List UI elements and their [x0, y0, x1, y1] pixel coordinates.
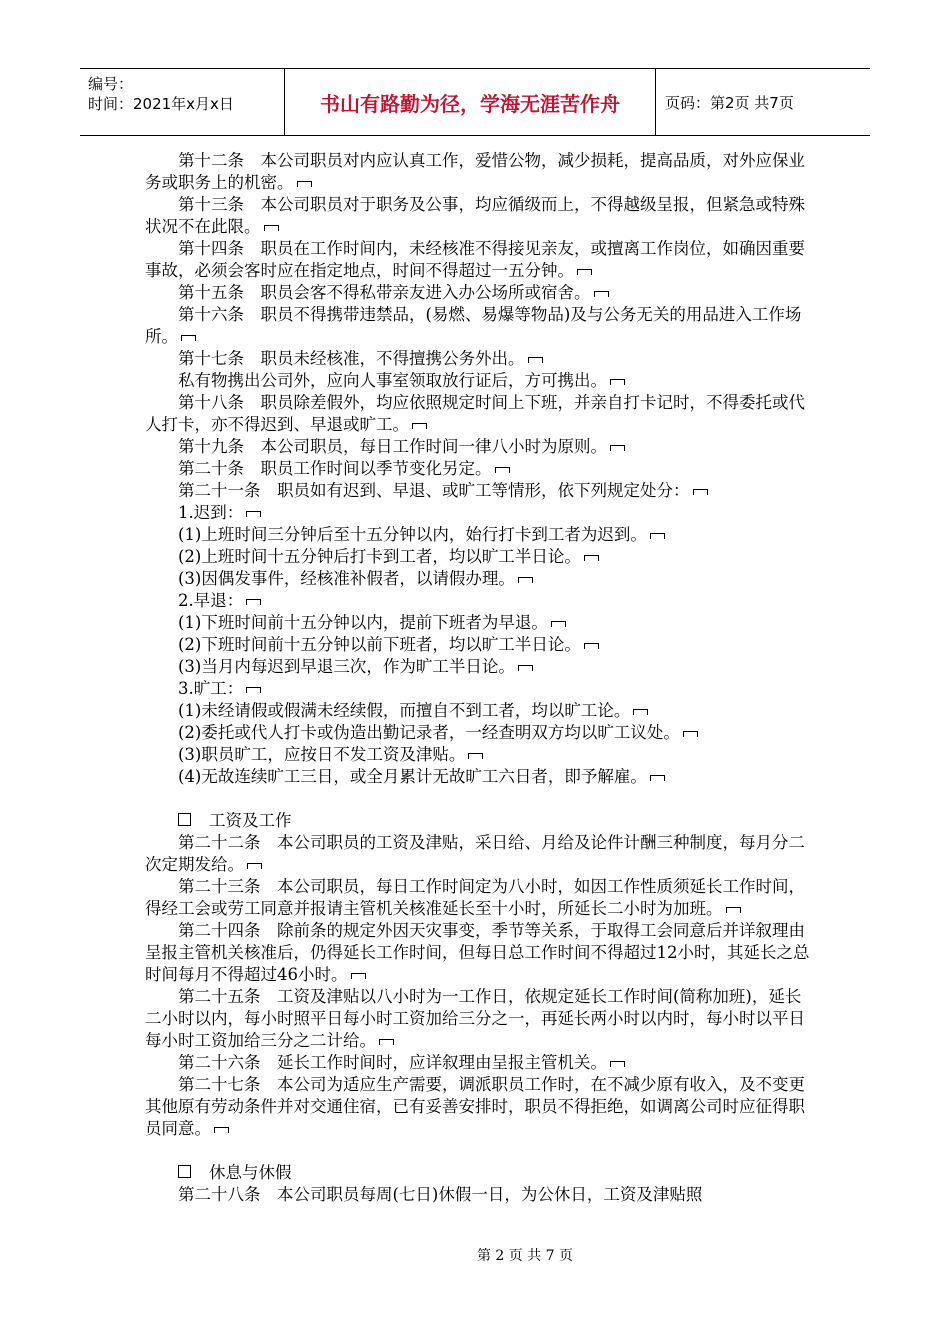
time-label: 时间：2021年x月x日 [88, 95, 234, 113]
document-body [145, 150, 815, 1206]
article-14: 第十四条 职员在工作时间内，未经核准不得接见亲友，或擅离工作岗位，如确因重要事故，必须会客时应在指定地点，时间不得超过一五分钟。 [145, 239, 805, 280]
list-heading: 3.旷工： [145, 678, 815, 700]
list-item: (2)委托或代人打卡或伪造出勤记录者，一经查明双方均以旷工议处。 [145, 722, 815, 744]
header-info-cell [80, 69, 284, 135]
article-17-note: 私有物携出公司外，应向人事室领取放行证后，方可携出。 [145, 370, 815, 392]
article-25: 第二十五条 工资及津贴以八小时为一工作日，依规定延长工作时间(简称加班)，延长二小时以内，每小时照平日每小时工资加给三分之一，再延长两小时以内时，每小时以平日每小时工资加给三分之二计给。 [145, 987, 805, 1050]
article-23: 第二十三条 本公司职员，每日工作时间定为八小时，如因工作性质须延长工作时间，得经工会或劳工同意并报请主管机关核准延长至十小时，所延长二小时为加班。 [145, 877, 805, 918]
section-heading-wages: 工资及工作 [145, 810, 815, 832]
list-item: (3)当月内每迟到早退三次，作为旷工半日论。 [145, 656, 815, 678]
list-item: (3)职员旷工，应按日不发工资及津贴。 [145, 744, 815, 766]
article-20: 第二十条 职员工作时间以季节变化另定。 [145, 458, 815, 480]
checkbox-square-icon [178, 1165, 191, 1178]
footer-page-number: 第 2 页 共 7 页 [476, 1248, 574, 1264]
list-item: (2)下班时间前十五分钟以前下班者，均以旷工半日论。 [145, 634, 815, 656]
header-divider [655, 69, 656, 135]
checkbox-square-icon [178, 813, 191, 826]
article-28: 第二十八条 本公司职员每周(七日)休假一日，为公休日，工资及津贴照 [178, 1185, 703, 1204]
header-table [80, 68, 870, 136]
section-heading-rest: 休息与休假 [145, 1162, 815, 1184]
code-label: 编号： [88, 75, 134, 93]
page-footer [0, 1245, 950, 1265]
article-26: 第二十六条 延长工作时间时，应详叙理由呈报主管机关。 [145, 1052, 815, 1074]
list-item: (2)上班时间十五分钟后打卡到工者，均以旷工半日论。 [145, 546, 815, 568]
list-item: (3)因偶发事件，经核准补假者，以请假办理。 [145, 568, 815, 590]
article-12: 第十二条 本公司职员对内应认真工作，爱惜公物，减少损耗，提高品质，对外应保业务或职务上的机密。 [145, 151, 805, 192]
list-heading: 1.迟到： [145, 502, 815, 524]
list-item: (1)未经请假或假满未经续假，而擅自不到工者，均以旷工论。 [145, 700, 815, 722]
header-motto: 书山有路勤为径，学海无涯苦作舟 [320, 91, 620, 116]
article-24: 第二十四条 除前条的规定外因天灾事变，季节等关系，于取得工会同意后并详叙理由呈报主管机关核准后，仍得延长工作时间，但每日总工作时间不得超过12小时，其延长之总时间每月不得超过46小时。 [145, 921, 810, 984]
article-17: 第十七条 职员未经核准，不得擅携公务外出。 [145, 348, 815, 370]
article-13: 第十三条 本公司职员对于职务及公事，均应循级而上，不得越级呈报，但紧急或特殊状况不在此限。 [145, 195, 805, 236]
article-22: 第二十二条 本公司职员的工资及津贴，采日给、月给及论件计酬三种制度，每月分二次定期发给。 [145, 833, 805, 874]
article-19: 第十九条 本公司职员，每日工作时间一律八小时为原则。 [145, 436, 815, 458]
list-item: (1)上班时间三分钟后至十五分钟以内，始行打卡到工者为迟到。 [145, 524, 815, 546]
article-18: 第十八条 职员除差假外，均应依照规定时间上下班，并亲自打卡记时，不得委托或代人打卡，亦不得迟到、早退或旷工。 [145, 393, 805, 434]
article-21: 第二十一条 职员如有迟到、早退、或旷工等情形，依下列规定处分： [145, 480, 815, 502]
article-16: 第十六条 职员不得携带违禁品，(易燃、易爆等物品)及与公务无关的用品进入工作场所。 [145, 305, 802, 346]
list-heading: 2.早退： [145, 590, 815, 612]
list-item: (1)下班时间前十五分钟以内，提前下班者为早退。 [145, 612, 815, 634]
article-15: 第十五条 职员会客不得私带亲友进入办公场所或宿舍。 [145, 282, 815, 304]
article-27: 第二十七条 本公司为适应生产需要，调派职员工作时，在不减少原有收入，及不变更其他原有劳动条件并对交通住宿，已有妥善安排时，职员不得拒绝，如调离公司时应征得职员同意。 [145, 1075, 805, 1138]
header-page-label: 页码：第2页 共7页 [665, 93, 794, 112]
list-item: (4)无故连续旷工三日，或全月累计无故旷工六日者，即予解雇。 [145, 766, 815, 788]
